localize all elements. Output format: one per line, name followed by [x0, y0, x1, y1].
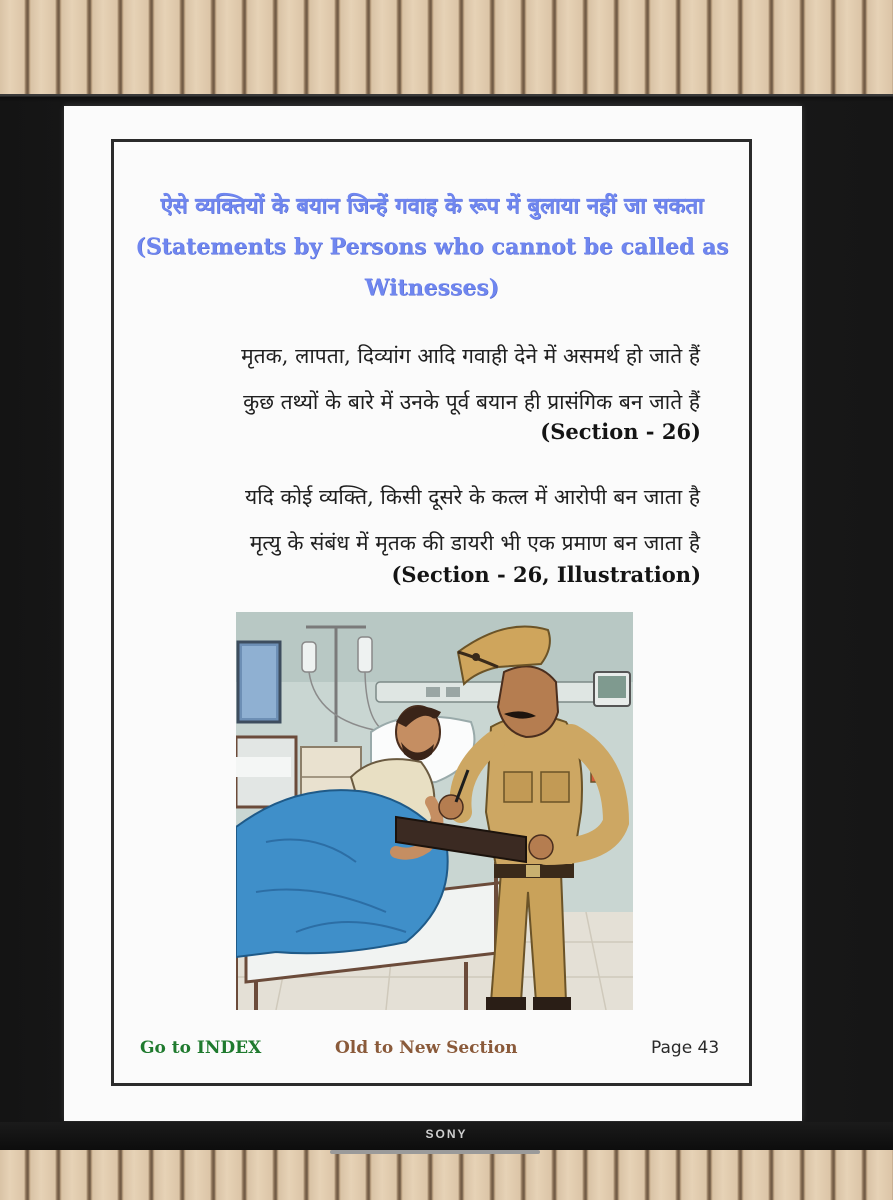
- heading-english: (Statements by Persons who cannot be called as Witnesses): [135, 234, 729, 301]
- page-number: Page 43: [651, 1038, 720, 1058]
- paragraph-2-line-2: मृत्यु के संबंध में मृतक की डायरी भी एक प्रमाण बन जाता है: [249, 531, 700, 555]
- paragraph-1: [150, 333, 700, 425]
- section-reference-2: (Section - 26, Illustration): [391, 562, 701, 587]
- tv-brand-logo: SONY: [425, 1127, 468, 1141]
- slide-heading: [132, 186, 732, 309]
- wooden-wall-bottom: [0, 1150, 893, 1200]
- paragraph-2-line-1: यदि कोई व्यक्ति, किसी दूसरे के कत्ल में आरोपी बन जाता है: [245, 485, 700, 509]
- tv-stand-light: [330, 1150, 540, 1154]
- wooden-wall-top: [0, 0, 893, 96]
- heading-hindi: ऐसे व्यक्तियों के बयान जिन्हें गवाह के रूप में बुलाया नहीं जा सकता: [160, 194, 704, 219]
- hospital-police-illustration: [236, 612, 633, 1010]
- wall-shadow: [0, 96, 893, 102]
- go-to-index-link[interactable]: Go to INDEX: [140, 1038, 262, 1058]
- paragraph-2: [150, 474, 700, 566]
- paragraph-1-line-1: मृतक, लापता, दिव्यांग आदि गवाही देने में असमर्थ हो जाते हैं: [241, 344, 700, 368]
- paragraph-1-line-2: कुछ तथ्यों के बारे में उनके पूर्व बयान ही प्रासंगिक बन जाते हैं: [243, 390, 700, 414]
- section-reference-1: (Section - 26): [540, 419, 701, 444]
- old-to-new-section-link[interactable]: Old to New Section: [335, 1038, 518, 1058]
